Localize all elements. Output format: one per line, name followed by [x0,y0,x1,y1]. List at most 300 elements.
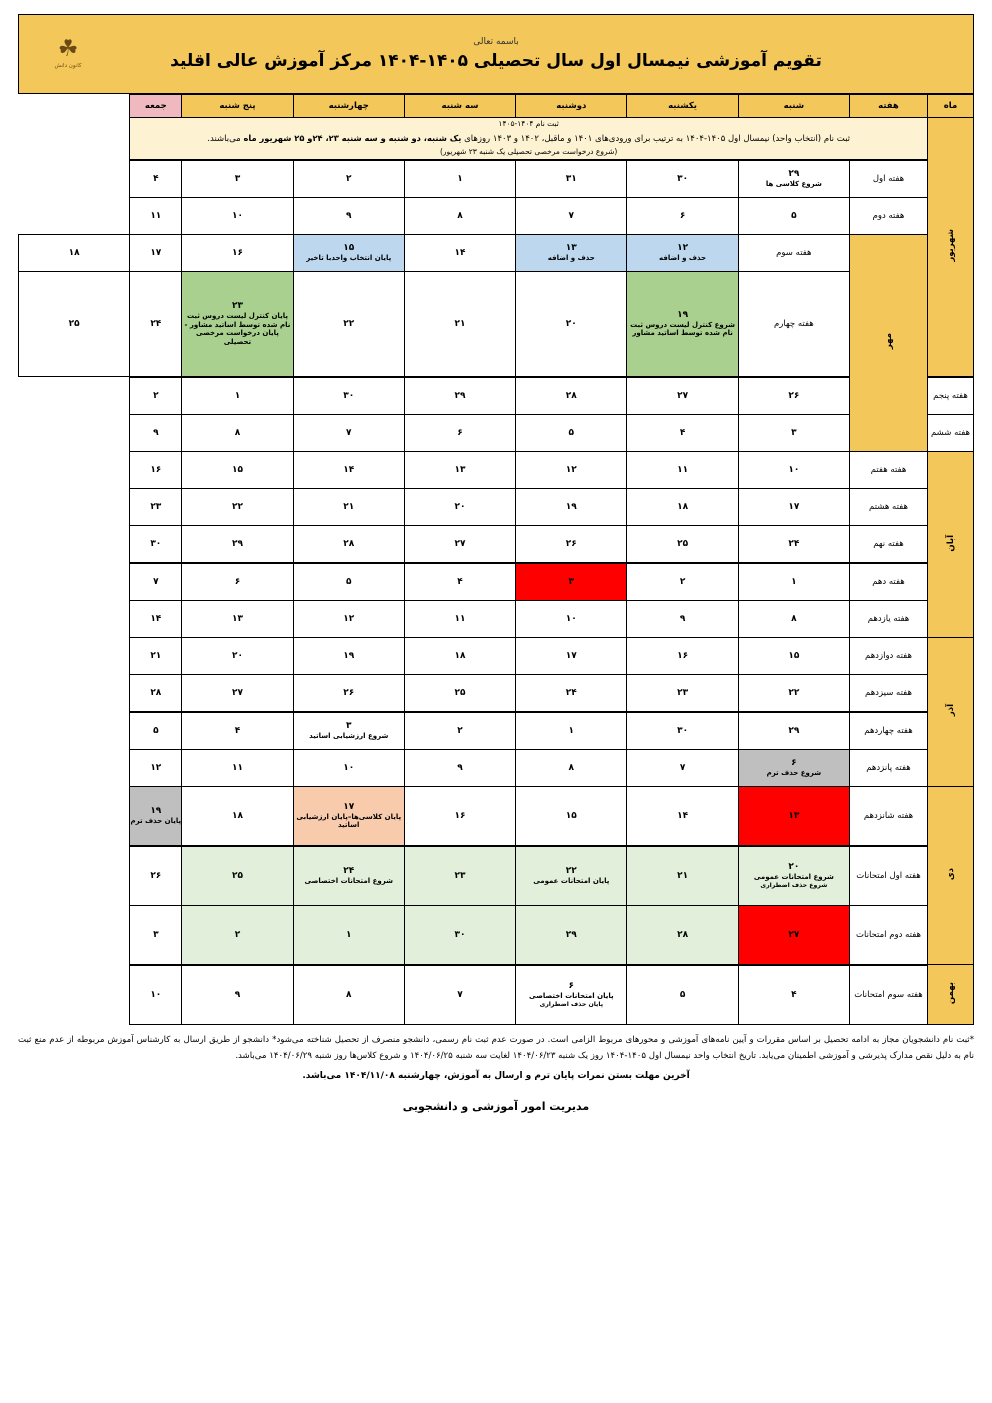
day-number: ۱۹ [565,501,577,512]
day-number: ۱ [457,173,463,184]
day-note: پایان حذف ترم [130,817,182,826]
calendar-day-cell[interactable] [627,563,738,601]
day-number: ۲۳ [454,870,466,881]
calendar-day-cell[interactable] [404,271,515,377]
day-number: ۱۲ [565,464,577,475]
day-number: ۲ [153,390,159,401]
footer-deadline: آخرین مهلت بستن نمرات پایان ترم و ارسال به آموزش، چهارشنبه ۱۴۰۴/۱۱/۰۸ می‌باشد. [302,1070,690,1081]
calendar-day-cell[interactable] [293,846,404,906]
day-number: ۱۶ [150,464,162,475]
day-number: ۶ [568,981,575,992]
calendar-day-cell[interactable] [516,965,627,1025]
day-number: ۲۸ [343,538,355,549]
calendar-day-cell[interactable] [627,488,738,525]
calendar-day-cell[interactable] [516,488,627,525]
calendar-day-cell[interactable] [130,271,182,377]
calendar-day-cell[interactable] [404,234,515,271]
calendar-day-cell[interactable] [627,846,738,906]
calendar-day-cell[interactable] [130,712,182,750]
calendar-day-cell[interactable] [738,749,849,786]
calendar-day-cell[interactable] [404,197,515,234]
calendar-day-cell[interactable] [293,600,404,637]
day-note: شروع امتحانات عمومی [753,873,834,882]
header-day-1: یکشنبه [627,95,738,118]
day-number: ۲۰ [565,318,577,329]
week-label: هفته شانزدهم [850,786,928,846]
calendar-day-cell[interactable] [627,637,738,674]
calendar-day-cell[interactable] [293,749,404,786]
day-number: ۲۹ [788,169,800,180]
calendar-day-cell[interactable] [404,451,515,488]
day-number: ۲۹ [565,929,577,940]
day-number: ۱۱ [231,762,243,773]
table-row [19,160,974,198]
calendar-day-cell[interactable] [130,786,182,846]
logo-name: کانون دانش [54,62,82,69]
calendar-day-cell[interactable] [182,197,293,234]
calendar-day-cell[interactable] [516,563,627,601]
day-number: ۹ [345,210,352,221]
week-label: هفته دهم [850,563,928,601]
calendar-day-cell[interactable] [738,160,849,198]
day-number: ۲۰ [231,650,243,661]
day-number: ۱۴ [150,613,162,624]
day-number: ۲۳ [150,501,162,512]
calendar-day-cell[interactable] [516,271,627,377]
calendar-day-cell[interactable] [738,451,849,488]
calendar-day-cell[interactable] [404,786,515,846]
calendar-day-cell[interactable] [293,563,404,601]
footer-notes [18,1033,974,1084]
day-number: ۱۰ [565,613,577,624]
calendar-day-cell[interactable] [627,197,738,234]
academic-calendar-table [18,94,974,1025]
calendar-day-cell[interactable] [516,600,627,637]
day-number: ۲۵ [454,687,466,698]
calendar-day-cell[interactable] [404,160,515,198]
table-row [19,271,974,377]
calendar-day-cell[interactable] [516,197,627,234]
month-label-mehr: مهر [850,234,928,451]
calendar-day-cell[interactable] [130,600,182,637]
day-number: ۲ [234,929,241,940]
day-number: ۲۲ [788,687,800,698]
calendar-day-cell[interactable] [516,160,627,198]
calendar-day-cell[interactable] [182,525,293,563]
calendar-day-cell[interactable] [738,414,849,451]
day-number: ۲۶ [343,687,355,698]
day-note: پایان امتحانات اختصاصی [529,992,614,1001]
calendar-day-cell[interactable] [627,674,738,712]
calendar-day-cell[interactable] [404,712,515,750]
calendar-day-cell[interactable] [627,414,738,451]
day-number: ۲ [345,173,352,184]
calendar-day-cell[interactable] [182,786,293,846]
week-label: هفته پنجم [928,377,974,415]
month-label-dey: دی [928,786,974,965]
day-number: ۱ [345,929,352,940]
month-label-aban: آبان [928,451,974,637]
day-number: ۱۷ [150,247,162,258]
calendar-day-cell[interactable] [182,905,293,965]
day-number: ۲۱ [677,870,689,881]
calendar-day-cell[interactable] [293,160,404,198]
day-number: ۲۱ [343,501,355,512]
calendar-day-cell[interactable] [130,197,182,234]
calendar-day-cell[interactable] [627,905,738,965]
calendar-day-cell[interactable] [182,749,293,786]
day-number: ۲۹ [788,725,800,736]
day-number: ۲۰ [788,862,800,873]
calendar-day-cell[interactable] [516,786,627,846]
calendar-day-cell[interactable] [182,563,293,601]
day-number: ۹ [234,989,241,1000]
calendar-day-cell[interactable] [293,377,404,415]
day-number: ۳ [234,173,241,184]
day-number: ۲۲ [565,866,577,877]
calendar-day-cell[interactable] [293,712,404,750]
calendar-day-cell[interactable] [627,451,738,488]
day-number: ۱۴ [454,247,466,258]
day-number: ۱۹ [677,309,689,320]
registration-line2: ثبت نام (انتخاب واحد) نیمسال اول ۱۴۰۵-۱۴۰۴ به ترتیب برای ورودی‌های ۱۴۰۱ و ماقبل، ۱۴۰۲ و ۱۴۰۳ روزهای یک شنبه، دو شنبه و سه شنبه ۲۳، ۲۴و ۲۵ شهریور ماه می‌باشند. [207,132,851,144]
day-number: ۲۲ [231,501,243,512]
basmala-text: باسمه تعالی [473,37,519,47]
day-number: ۳۱ [565,173,577,184]
institution-logo [41,25,95,81]
calendar-day-cell[interactable] [404,846,515,906]
calendar-day-cell[interactable] [130,451,182,488]
calendar-day-cell[interactable] [130,160,182,198]
calendar-day-cell[interactable] [516,749,627,786]
calendar-day-cell[interactable] [130,488,182,525]
day-number: ۱۰ [231,210,243,221]
registration-line1: ثبت نام ۱۴۰۴-۱۴۰۵ [498,119,559,128]
calendar-day-cell[interactable] [130,234,182,271]
day-number: ۱۶ [231,247,243,258]
calendar-day-cell[interactable] [293,197,404,234]
day-number: ۲ [679,576,686,587]
month-label-bahman: بهمن [928,965,974,1025]
calendar-day-cell[interactable] [738,712,849,750]
day-number: ۹ [457,762,463,773]
table-row [19,525,974,563]
day-number: ۶ [791,758,797,769]
calendar-day-cell[interactable] [738,563,849,601]
day-number: ۱ [791,576,797,587]
day-number: ۶ [234,576,241,587]
calendar-day-cell[interactable] [293,414,404,451]
day-number: ۴ [234,725,241,736]
day-number: ۱۶ [454,810,466,821]
calendar-day-cell[interactable] [516,525,627,563]
table-row [19,600,974,637]
calendar-day-cell[interactable] [182,414,293,451]
calendar-day-cell[interactable] [404,488,515,525]
table-row [19,488,974,525]
day-number: ۲۶ [150,870,162,881]
signature-line: مدیریت امور آموزشی و دانشجویی [402,1100,590,1114]
calendar-day-cell[interactable] [627,786,738,846]
day-number: ۱۴ [677,810,689,821]
calendar-day-cell[interactable] [738,525,849,563]
table-header-row [19,95,974,118]
day-number: ۶ [679,210,686,221]
calendar-day-cell[interactable] [182,488,293,525]
calendar-day-cell[interactable] [738,965,849,1025]
calendar-day-cell[interactable] [130,965,182,1025]
day-number: ۲ [457,725,463,736]
calendar-day-cell[interactable] [293,271,404,377]
day-number: ۸ [457,210,463,221]
calendar-day-cell[interactable] [182,712,293,750]
calendar-day-cell[interactable] [404,637,515,674]
calendar-day-cell[interactable] [293,905,404,965]
day-number: ۵ [791,210,797,221]
day-note: پایان امتحانات عمومی [533,877,610,886]
calendar-day-cell[interactable] [516,905,627,965]
day-number: ۱۳ [454,464,466,475]
calendar-day-cell[interactable] [738,600,849,637]
calendar-day-cell[interactable] [182,637,293,674]
calendar-day-cell[interactable] [738,905,849,965]
header-week: هفته [850,95,928,118]
calendar-day-cell[interactable] [516,234,627,271]
table-row [19,965,974,1025]
day-number: ۲۰ [454,501,466,512]
table-row [19,414,974,451]
calendar-day-cell[interactable] [182,965,293,1025]
calendar-day-cell[interactable] [738,377,849,415]
day-number: ۱۰ [788,464,800,475]
table-row [19,846,974,906]
week-label: هفته اول امتحانات [850,846,928,906]
day-number: ۱۵ [565,810,577,821]
month-label-azar: آذر [928,637,974,786]
calendar-day-cell[interactable] [182,846,293,906]
calendar-day-cell[interactable] [182,377,293,415]
day-number: ۱۲ [343,613,355,624]
day-number: ۳ [153,929,159,940]
calendar-day-cell[interactable] [627,600,738,637]
calendar-day-cell[interactable] [627,525,738,563]
day-number: ۱۱ [454,613,466,624]
week-label: هفته اول [850,160,928,198]
day-number: ۱۹ [150,806,162,817]
day-note: حذف و اضافه [659,254,707,263]
day-number: ۱۸ [231,810,243,821]
calendar-day-cell[interactable] [516,377,627,415]
calendar-day-cell[interactable] [627,712,738,750]
day-number: ۳ [345,721,352,732]
calendar-day-cell[interactable] [404,674,515,712]
calendar-day-cell[interactable] [182,271,293,377]
day-number: ۳ [568,576,575,587]
header-day-4: چهارشنبه [293,95,404,118]
table-row [19,377,974,415]
calendar-day-cell[interactable] [516,846,627,906]
day-note: شروع کلاسی ها [765,180,822,189]
calendar-day-cell[interactable] [293,451,404,488]
calendar-day-cell[interactable] [293,488,404,525]
calendar-day-cell[interactable] [404,414,515,451]
day-number: ۷ [153,576,159,587]
day-number: ۲۷ [231,687,243,698]
calendar-day-cell[interactable] [404,525,515,563]
day-note: پایان انتخاب واحدبا تاخیر [306,254,392,263]
week-label: هفته سوم امتحانات [850,965,928,1025]
day-number: ۱۰ [150,989,162,1000]
day-note: پایان کلاسی‌ها–پایان ارزشیابی اساتید [296,812,402,830]
calendar-day-cell[interactable] [738,637,849,674]
page-title: تقویم آموزشی نیمسال اول سال تحصیلی ۱۴۰۵-۱۴۰۴ مرکز آموزش عالی اقلید [170,51,822,71]
day-number: ۸ [791,613,797,624]
day-number: ۲۴ [565,687,577,698]
calendar-day-cell[interactable] [19,271,130,377]
day-number: ۱۳ [788,810,800,821]
calendar-day-cell[interactable] [738,197,849,234]
day-number: ۳۰ [677,173,689,184]
table-row [19,749,974,786]
day-number: ۳۰ [150,538,162,549]
week-label: هفته دوم امتحانات [850,905,928,965]
day-number: ۷ [679,762,686,773]
day-number: ۱۱ [150,210,162,221]
table-row [19,905,974,965]
day-note: حذف و اضافه [547,254,595,263]
header-day-0: شنبه [738,95,849,118]
day-number: ۱۸ [454,650,466,661]
calendar-day-cell[interactable] [19,234,130,271]
day-number: ۹ [679,613,686,624]
calendar-day-cell[interactable] [627,377,738,415]
day-number: ۲۴ [788,538,800,549]
calendar-day-cell[interactable] [404,905,515,965]
calendar-day-cell[interactable] [627,749,738,786]
calendar-day-cell[interactable] [130,637,182,674]
calendar-day-cell[interactable] [293,674,404,712]
calendar-day-cell[interactable] [182,160,293,198]
calendar-day-cell[interactable] [738,786,849,846]
day-note: شروع کنترل لیست دروس ثبت نام شده توسط اساتید مشاور [630,320,736,338]
calendar-day-cell[interactable] [130,377,182,415]
calendar-day-cell[interactable] [516,712,627,750]
day-number: ۲۷ [788,929,800,940]
day-number: ۵ [153,725,159,736]
day-note: شروع حذف ترم [766,769,822,778]
calendar-day-cell[interactable] [293,525,404,563]
day-number: ۲۵ [677,538,689,549]
week-label: هفته هفتم [850,451,928,488]
day-number: ۷ [568,210,575,221]
day-number: ۲۵ [68,319,80,330]
calendar-day-cell[interactable] [130,674,182,712]
calendar-day-cell[interactable] [627,965,738,1025]
calendar-day-cell[interactable] [404,377,515,415]
day-number: ۹ [153,427,159,438]
week-label: هفته هشتم [850,488,928,525]
day-number: ۲۱ [454,318,466,329]
day-number: ۳ [791,427,797,438]
calendar-day-cell[interactable] [293,965,404,1025]
calendar-day-cell[interactable] [516,414,627,451]
week-label: هفته سوم [738,234,849,271]
calendar-day-cell[interactable] [516,674,627,712]
day-note: شروع امتحانات اختصاصی [304,877,393,886]
calendar-day-cell[interactable] [130,846,182,906]
calendar-day-cell[interactable] [293,234,404,271]
calendar-day-cell[interactable] [627,160,738,198]
calendar-day-cell[interactable] [130,525,182,563]
calendar-day-cell[interactable] [738,846,849,906]
day-number: ۱۲ [677,243,689,254]
table-row [19,674,974,712]
calendar-day-cell[interactable] [182,451,293,488]
logo-mark-icon: ☘ [57,35,79,62]
day-number: ۲۶ [565,538,577,549]
calendar-day-cell[interactable] [627,271,738,377]
week-label: هفته دوم [850,197,928,234]
week-label: هفته نهم [850,525,928,563]
day-number: ۱۲ [150,762,162,773]
calendar-day-cell[interactable] [516,451,627,488]
header-day-6: جمعه [130,95,182,118]
table-row [19,451,974,488]
day-number: ۱ [568,725,575,736]
footer-paragraph: *ثبت نام دانشجویان مجاز به ادامه تحصیل بر اساس مقررات و آیین نامه‌های آموزشی و محورهای مربوط الزامی است. در صورت عدم ثبت نام رسمی، دانشجو منصرف از تحصیل شناخته می‌شود* دانشجو از طریق ارسال به کارشناس آموزش مربوطه از عدم منع ثبت نام به دلیل نقص مدارک پذیرشی و آموزشی اطمینان می‌یابد. تاریخ انتخاب واحد نیمسال اول ۱۴۰۵-۱۴۰۴ روز یک شنبه ۱۴۰۴/۰۶/۲۳ لغایت سه شنبه ۱۴۰۴/۰۶/۲۵ و شروع کلاس‌ها روز شنبه ۱۴۰۴/۰۶/۲۹ می‌باشد. [18,1034,974,1061]
day-number: ۲۳ [231,300,243,311]
calendar-day-cell[interactable] [130,905,182,965]
day-number: ۱ [234,390,241,401]
week-label: هفته دوازدهم [850,637,928,674]
day-number: ۲۲ [343,318,355,329]
calendar-day-cell[interactable] [516,637,627,674]
day-number: ۲۸ [677,929,689,940]
day-number: ۲۵ [231,870,243,881]
calendar-day-cell[interactable] [182,600,293,637]
table-row [19,786,974,846]
day-number: ۲۴ [343,866,355,877]
calendar-day-cell[interactable] [182,234,293,271]
table-row [19,637,974,674]
calendar-day-cell[interactable] [404,600,515,637]
day-number: ۷ [345,427,352,438]
calendar-day-cell[interactable] [130,749,182,786]
calendar-day-cell[interactable] [404,563,515,601]
calendar-day-cell[interactable] [738,488,849,525]
day-number: ۲۱ [150,650,162,661]
day-number: ۴ [679,427,686,438]
day-number: ۲۹ [231,538,243,549]
registration-line3: (شروع درخواست مرخصی تحصیلی یک شنبه ۲۳ شهریور) [439,147,618,157]
calendar-day-cell[interactable] [404,965,515,1025]
day-number: ۱۹ [343,650,355,661]
calendar-day-cell[interactable] [130,563,182,601]
calendar-day-cell[interactable] [738,674,849,712]
week-label: هفته ششم [928,414,974,451]
calendar-day-cell[interactable] [293,637,404,674]
calendar-day-cell[interactable] [182,674,293,712]
day-number: ۱۵ [788,650,800,661]
day-number: ۴ [153,173,159,184]
calendar-day-cell[interactable] [627,234,738,271]
day-number: ۱۱ [677,464,689,475]
calendar-day-cell[interactable] [130,414,182,451]
calendar-day-cell[interactable] [404,749,515,786]
calendar-day-cell[interactable] [293,786,404,846]
day-number: ۱۷ [343,801,355,812]
day-number: ۳۰ [454,929,466,940]
